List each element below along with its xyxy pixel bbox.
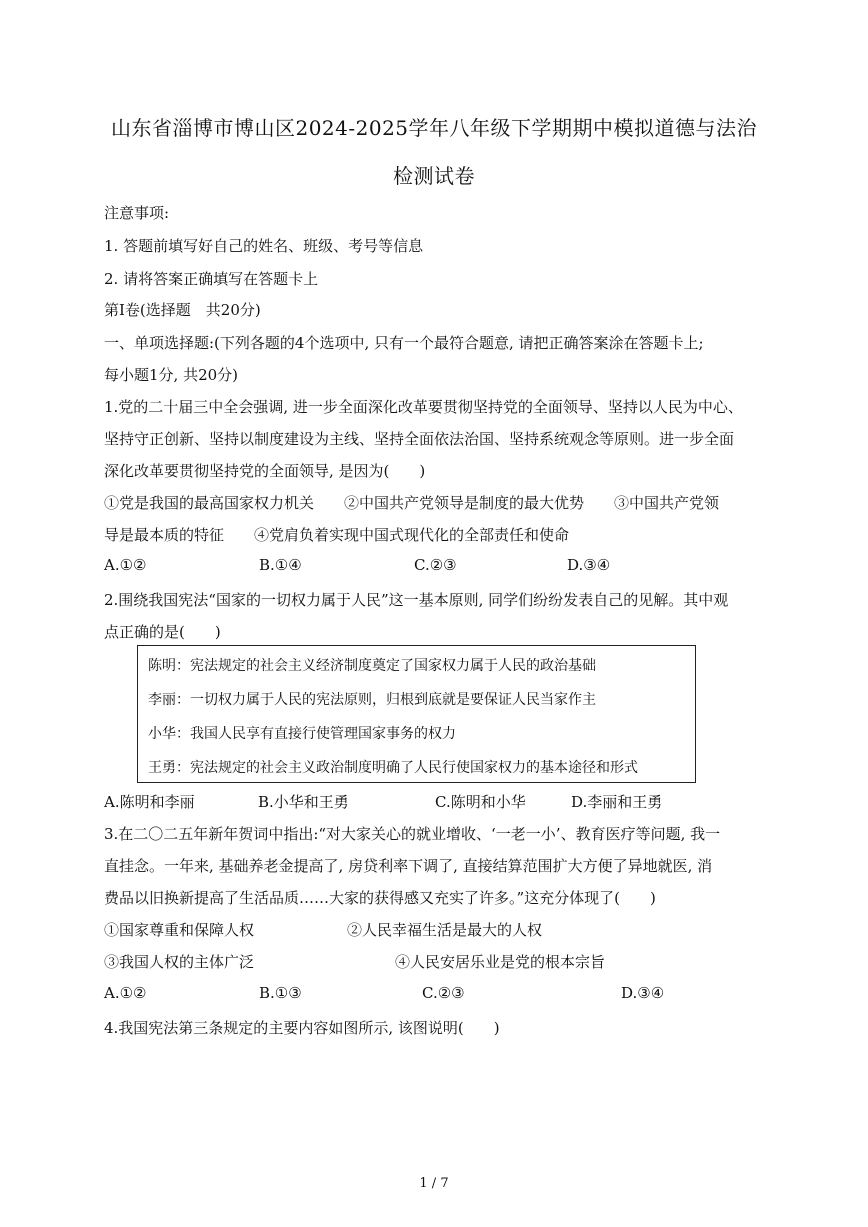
- q3-option-b[interactable]: B.①③: [259, 984, 302, 1002]
- q2-option-b[interactable]: B.小华和王勇: [258, 793, 349, 811]
- q2-option-c[interactable]: C.陈明和小华: [435, 793, 526, 811]
- q3-statement: ①国家尊重和保障人权: [104, 921, 255, 939]
- exam-title-line1: 山东省淄博市博山区2024-2025学年八年级下学期期中模拟道德与法治: [110, 116, 758, 140]
- q2-opinion: 王勇：宪法规定的社会主义政治制度明确了人民行使国家权力的基本途径和形式: [148, 760, 638, 776]
- q3-statement: ②人民幸福生活是最大的人权: [347, 921, 543, 939]
- q3-text: 直挂念。一年来, 基础养老金提高了, 房贷利率下调了, 直接结算范围扩大方便了异地就医, 消: [104, 857, 713, 875]
- q2-option-d[interactable]: D.李丽和王勇: [571, 793, 663, 811]
- q1-option-a[interactable]: A.①②: [104, 556, 147, 574]
- section-instruction: 一、单项选择题:(下列各题的4个选项中, 只有一个最符合题意, 请把正确答案涂在答题卡上;: [104, 334, 704, 352]
- notice-item: 2. 请将答案正确填写在答题卡上: [104, 270, 319, 288]
- q1-statements: 导是最本质的特征 ④党肩负着实现中国式现代化的全部责任和使命: [104, 526, 570, 544]
- q3-option-d[interactable]: D.③④: [621, 984, 665, 1002]
- page-number: 1 / 7: [419, 1176, 449, 1191]
- q4-text: 4.我国宪法第三条规定的主要内容如图所示, 该图说明( ): [104, 1019, 500, 1037]
- q2-opinion: 陈明：宪法规定的社会主义经济制度奠定了国家权力属于人民的政治基础: [148, 658, 596, 674]
- q1-option-c[interactable]: C.②③: [414, 556, 457, 574]
- q1-text: 坚持守正创新、坚持以制度建设为主线、坚持全面依法治国、坚持系统观念等原则。进一步全面: [104, 430, 735, 448]
- q2-opinion-box: [137, 645, 696, 783]
- q2-option-a[interactable]: A.陈明和李丽: [104, 793, 195, 811]
- q1-option-b[interactable]: B.①④: [259, 556, 302, 574]
- q3-statement: ④人民安居乐业是党的根本宗旨: [395, 953, 606, 971]
- q1-text: 深化改革要贯彻坚持党的全面领导, 是因为( ): [104, 462, 426, 480]
- q2-opinion: 小华：我国人民享有直接行使管理国家事务的权力: [148, 726, 456, 742]
- q3-text: 3.在二〇二五年新年贺词中指出:“对大家关心的就业增收、‘一老一小’、教育医疗等问题, 我一: [104, 825, 721, 843]
- notice-heading: 注意事项:: [104, 204, 170, 222]
- q3-option-a[interactable]: A.①②: [104, 984, 147, 1002]
- q3-text: 费品以旧换新提高了生活品质……大家的获得感又充实了许多。”这充分体现了( ): [104, 889, 656, 907]
- exam-title-line2: 检测试卷: [393, 164, 475, 188]
- section-instruction: 每小题1分, 共20分): [104, 366, 239, 384]
- q3-option-c[interactable]: C.②③: [422, 984, 465, 1002]
- volume-heading: 第I卷(选择题 共20分): [104, 301, 261, 319]
- notice-item: 1. 答题前填写好自己的姓名、班级、考号等信息: [104, 237, 424, 255]
- q2-text: 点正确的是( ): [104, 623, 221, 641]
- q1-statements: ①党是我国的最高国家权力机关 ②中国共产党领导是制度的最大优势 ③中国共产党领: [104, 494, 720, 512]
- q2-opinion: 李丽：一切权力属于人民的宪法原则，归根到底就是要保证人民当家作主: [148, 692, 596, 708]
- q2-text: 2.围绕我国宪法“国家的一切权力属于人民”这一基本原则, 同学们纷纷发表自己的见解。其中观: [104, 591, 729, 609]
- q1-option-d[interactable]: D.③④: [567, 556, 611, 574]
- q3-statement: ③我国人权的主体广泛: [104, 953, 255, 971]
- q1-text: 1.党的二十届三中全会强调, 进一步全面深化改革要贯彻坚持党的全面领导、坚持以人民为中心、: [104, 398, 743, 416]
